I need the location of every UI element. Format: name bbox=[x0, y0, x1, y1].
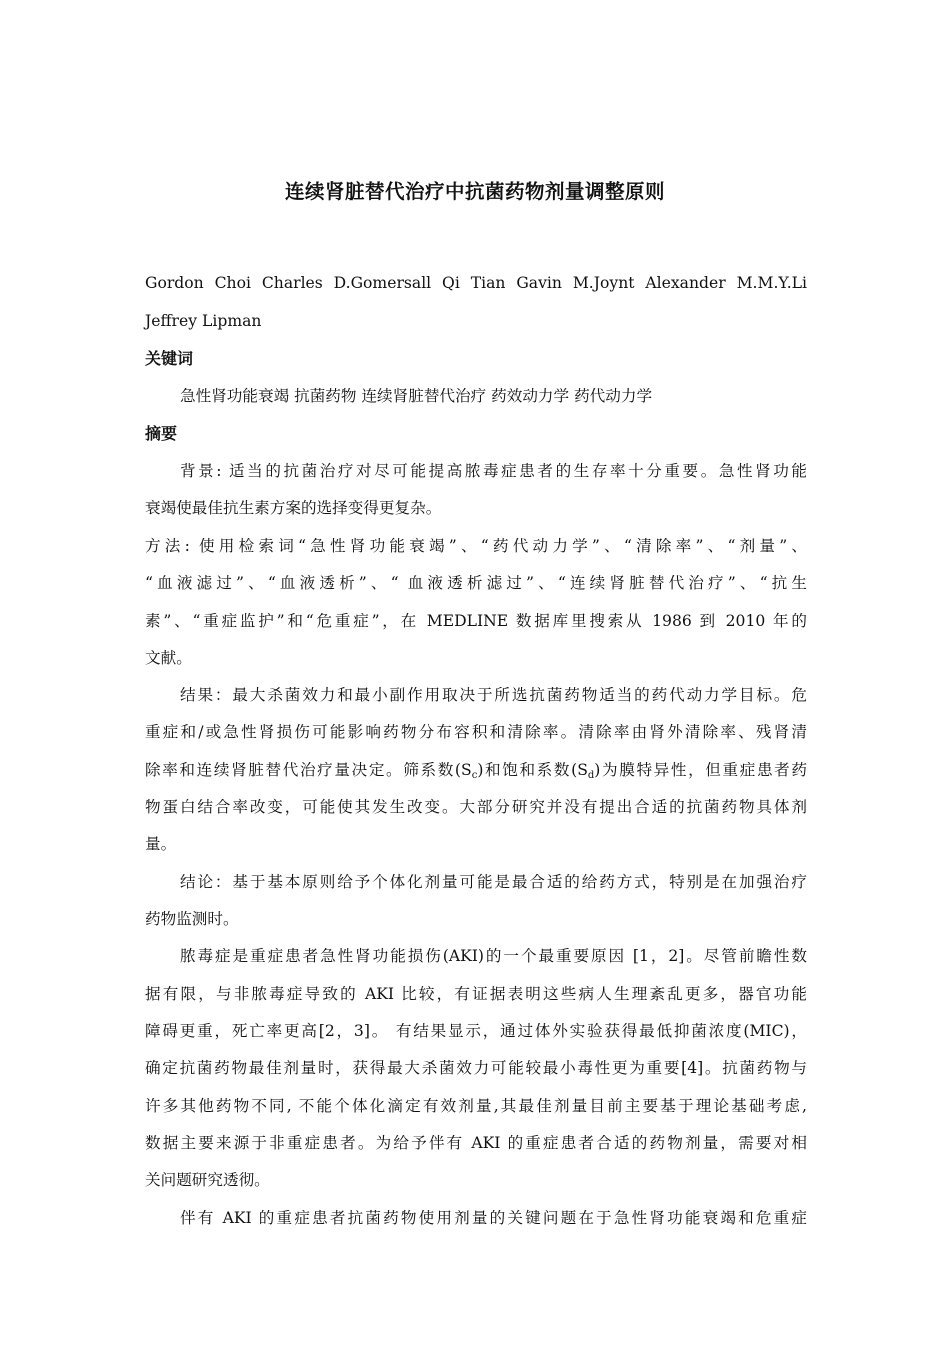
authors-line-2: Jeffrey Lipman bbox=[145, 312, 262, 330]
body-paragraph-1-line-1: 脓毒症是重症患者急性肾功能损伤(AKI)的一个最重要原因 [1，2]。尽管前瞻性数 bbox=[180, 947, 807, 965]
body-paragraph-1-line-2: 据有限，与非脓毒症导致的 AKI 比较，有证据表明这些病人生理紊乱更多，器官功能 bbox=[145, 985, 807, 1003]
abstract-results-line-5: 量。 bbox=[145, 835, 177, 853]
abstract-methods-line-1: 方法: 使用检索词“急性肾功能衰竭”、“药代动力学”、“清除率”、“剂量”、 bbox=[145, 537, 807, 555]
abstract-results-line-3 bbox=[145, 760, 807, 780]
abstract-methods-line-3: 素”、“重症监护”和“危重症”，在 MEDLINE 数据库里搜索从 1986 到 2010 年的 bbox=[145, 612, 807, 630]
abstract-results-line-2: 重症和/或急性肾损伤可能影响药物分布容积和清除率。清除率由肾外清除率、残肾清 bbox=[145, 723, 807, 741]
body-paragraph-1-line-6: 数据主要来源于非重症患者。为给予伴有 AKI 的重症患者合适的药物剂量，需要对相 bbox=[145, 1134, 807, 1152]
abstract-heading: 摘要 bbox=[145, 424, 178, 443]
document-title: 连续肾脏替代治疗中抗菌药物剂量调整原则 bbox=[284, 180, 665, 203]
sieving-coefficient-subscript: c bbox=[471, 770, 478, 781]
abstract-conclusion-line-2: 药物监测时。 bbox=[145, 910, 239, 928]
body-paragraph-2-line-1: 伴有 AKI 的重症患者抗菌药物使用剂量的关键问题在于急性肾功能衰竭和危重症 bbox=[180, 1209, 807, 1227]
abstract-background-line-2: 衰竭使最佳抗生素方案的选择变得更复杂。 bbox=[145, 499, 442, 517]
body-paragraph-1-line-3: 障碍更重，死亡率更高[2，3]。 有结果显示，通过体外实验获得最低抑菌浓度(MIC)， bbox=[145, 1022, 807, 1040]
abstract-methods-line-2: “血液滤过”、“血液透析”、“ 血液透析滤过”、“连续肾脏替代治疗”、“抗生 bbox=[145, 574, 807, 592]
results-line-3-part-b: )和饱和系数(S bbox=[477, 761, 588, 779]
saturation-coefficient-subscript: d bbox=[587, 770, 595, 781]
abstract-background-line-1: 背景: 适当的抗菌治疗对尽可能提高脓毒症患者的生存率十分重要。急性肾功能 bbox=[180, 462, 807, 480]
abstract-results-line-4: 物蛋白结合率改变，可能使其发生改变。大部分研究并没有提出合适的抗菌药物具体剂 bbox=[145, 798, 807, 816]
abstract-conclusion-line-1: 结论：基于基本原则给予个体化剂量可能是最合适的给药方式，特别是在加强治疗 bbox=[180, 873, 807, 891]
keywords-heading: 关键词 bbox=[145, 349, 194, 368]
body-paragraph-1-line-7: 关问题研究透彻。 bbox=[145, 1171, 270, 1189]
results-line-3-part-c: )为膜特异性，但重症患者药 bbox=[594, 761, 807, 779]
results-line-3-part-a: 除率和连续肾脏替代治疗量决定。筛系数(S bbox=[145, 761, 472, 779]
body-paragraph-1-line-5: 许多其他药物不同, 不能个体化滴定有效剂量,其最佳剂量目前主要基于理论基础考虑, bbox=[145, 1097, 807, 1115]
authors-line-1: Gordon Choi Charles D.Gomersall Qi Tian Gavin M.Joynt Alexander M.M.Y.Li bbox=[145, 274, 807, 292]
abstract-methods-line-4: 文献。 bbox=[145, 649, 192, 667]
abstract-results-line-1: 结果：最大杀菌效力和最小副作用取决于所选抗菌药物适当的药代动力学目标。危 bbox=[180, 686, 807, 704]
keywords-list: 急性肾功能衰竭 抗菌药物 连续肾脏替代治疗 药效动力学 药代动力学 bbox=[180, 387, 653, 405]
body-paragraph-1-line-4: 确定抗菌药物最佳剂量时，获得最大杀菌效力可能较最小毒性更为重要[4]。抗菌药物与 bbox=[145, 1059, 807, 1077]
